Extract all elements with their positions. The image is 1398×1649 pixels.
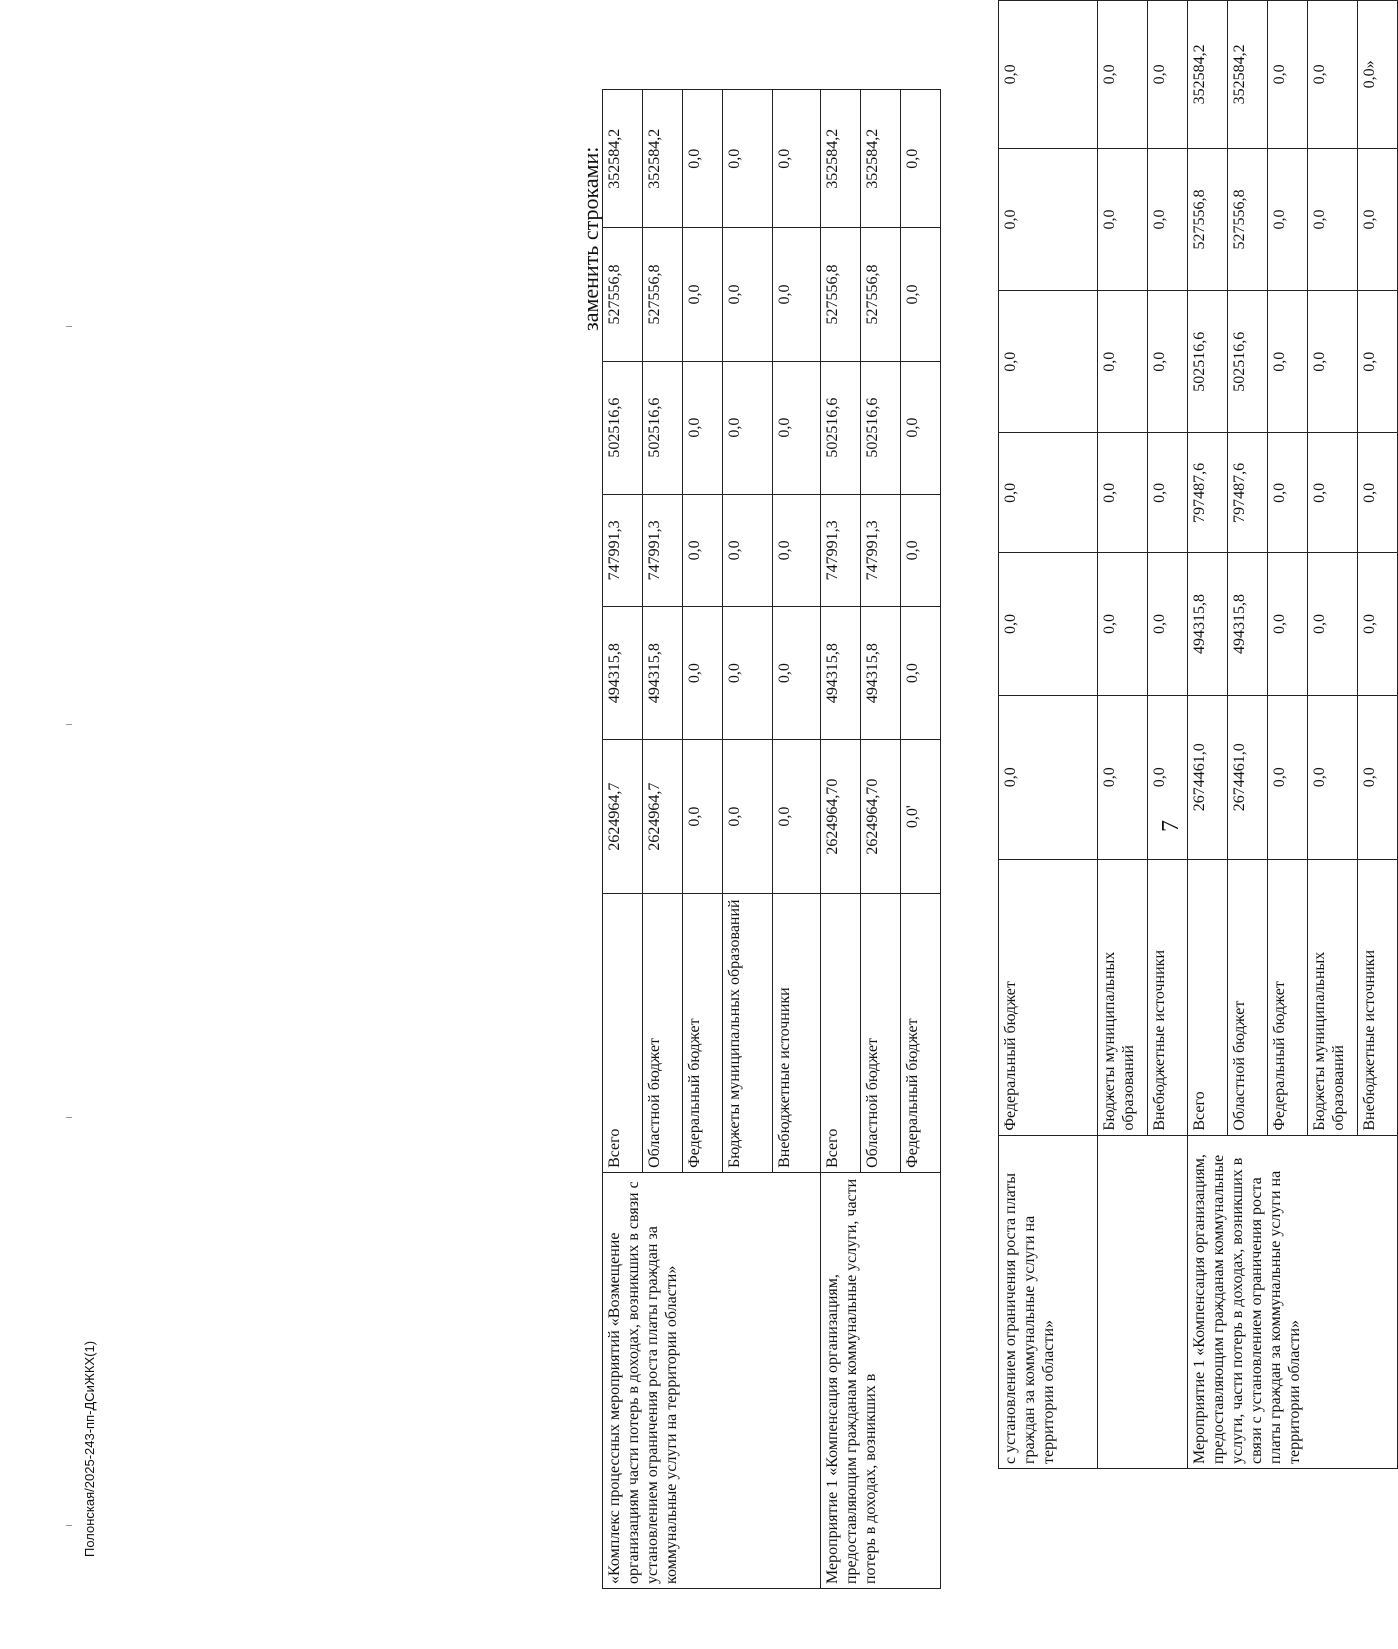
value-cell: 747991,3: [861, 494, 901, 606]
value-cell: 352584,2: [643, 90, 683, 228]
value-cell: 0,0: [1148, 553, 1188, 695]
value-cell: 494315,8: [643, 607, 683, 740]
funding-source-cell: Федеральный бюджет: [901, 894, 941, 1173]
value-cell: 0,0: [1268, 148, 1308, 290]
value-cell: 0,0: [1268, 433, 1308, 553]
value-cell: 0,0: [1148, 1, 1188, 149]
funding-source-cell: Областной бюджет: [1228, 860, 1268, 1136]
value-cell: 0,0: [999, 695, 1098, 859]
value-cell: 0,0: [773, 740, 821, 894]
value-cell: 0,0: [1098, 433, 1148, 553]
value-cell: 0,0: [723, 494, 773, 606]
replace-with-rows-text: заменить строками:: [578, 146, 603, 331]
value-cell: 2624964,7: [643, 740, 683, 894]
value-cell: 0,0: [1308, 1, 1358, 149]
value-cell: 0,0: [999, 1, 1098, 149]
value-cell: 0,0: [1358, 553, 1398, 695]
value-cell: 2674461,0: [1188, 695, 1228, 859]
value-cell: 352584,2: [821, 90, 861, 228]
funding-source-cell: Всего: [821, 894, 861, 1173]
value-cell: 0,0: [1098, 1, 1148, 149]
value-cell: 0,0: [683, 361, 723, 494]
value-cell: 2674461,0: [1228, 695, 1268, 859]
value-cell: 0,0: [1358, 433, 1398, 553]
funding-source-cell: Областной бюджет: [643, 894, 683, 1173]
value-cell: 527556,8: [603, 228, 643, 361]
value-cell: 502516,6: [1228, 291, 1268, 433]
funding-source-cell: Областной бюджет: [861, 894, 901, 1173]
value-cell: 0,0: [1358, 148, 1398, 290]
value-cell: 352584,2: [603, 90, 643, 228]
value-cell: 502516,6: [643, 361, 683, 494]
funding-source-cell: Бюджеты муниципальных образований: [723, 894, 773, 1173]
value-cell: 527556,8: [821, 228, 861, 361]
value-cell: 0,0: [683, 494, 723, 606]
table-row: [999, 1, 1098, 1469]
scan-speck: [66, 1525, 72, 1526]
scan-speck: [66, 724, 72, 725]
value-cell: 0,0: [901, 607, 941, 740]
value-cell: 0,0: [901, 228, 941, 361]
table-row: [1098, 1, 1148, 1469]
value-cell: 494315,8: [1228, 553, 1268, 695]
value-cell: 0,0': [901, 740, 941, 894]
value-cell: 0,0: [1308, 433, 1358, 553]
table-row: [1148, 1, 1188, 1469]
value-cell: 0,0: [1268, 695, 1308, 859]
value-cell: 0,0: [999, 553, 1098, 695]
page-number: 7: [1158, 820, 1184, 832]
value-cell: 0,0: [999, 148, 1098, 290]
value-cell: 0,0: [1098, 553, 1148, 695]
value-cell: 494315,8: [861, 607, 901, 740]
row-label-cell: с установлением ограничения роста платы граждан за коммунальные услуги на территории области»: [999, 1135, 1098, 1468]
value-cell: 0,0: [1268, 1, 1308, 149]
value-cell: 352584,2: [1228, 1, 1268, 149]
value-cell: 2624964,70: [861, 740, 901, 894]
original-funding-table: [998, 0, 1398, 1469]
value-cell: 0,0: [1308, 291, 1358, 433]
value-cell: 0,0: [901, 494, 941, 606]
value-cell: 0,0: [999, 291, 1098, 433]
funding-source-cell: Бюджеты муниципальных образований: [1308, 860, 1358, 1136]
value-cell: 527556,8: [643, 228, 683, 361]
row-label-cell: [1098, 1135, 1148, 1468]
value-cell: 0,0: [1148, 291, 1188, 433]
value-cell: 0,0: [683, 228, 723, 361]
value-cell: 502516,6: [861, 361, 901, 494]
value-cell: 797487,6: [1228, 433, 1268, 553]
value-cell: 0,0: [901, 361, 941, 494]
value-cell: 0,0: [683, 90, 723, 228]
funding-source-cell: Бюджеты муниципальных образований: [1098, 860, 1148, 1136]
funding-source-cell: Внебюджетные источники: [773, 894, 821, 1173]
value-cell: 0,0: [683, 607, 723, 740]
funding-source-cell: Федеральный бюджет: [683, 894, 723, 1173]
value-cell: 502516,6: [821, 361, 861, 494]
value-cell: 494315,8: [1188, 553, 1228, 695]
funding-source-cell: Всего: [1188, 860, 1228, 1136]
value-cell: 502516,6: [1188, 291, 1228, 433]
table-row: [821, 90, 861, 1589]
value-cell: 0,0: [1098, 695, 1148, 859]
value-cell: 0,0: [1148, 148, 1188, 290]
value-cell: 527556,8: [1228, 148, 1268, 290]
value-cell: 502516,6: [603, 361, 643, 494]
value-cell: 0,0: [773, 361, 821, 494]
value-cell: 0,0: [901, 90, 941, 228]
value-cell: 0,0: [1148, 433, 1188, 553]
row-label-cell: [1148, 1135, 1188, 1468]
value-cell: 0,0: [773, 90, 821, 228]
value-cell: 0,0: [1358, 695, 1398, 859]
value-cell: 0,0»: [1358, 1, 1398, 149]
value-cell: 352584,2: [861, 90, 901, 228]
value-cell: 352584,2: [1188, 1, 1228, 149]
value-cell: 0,0: [1358, 291, 1398, 433]
value-cell: 0,0: [723, 90, 773, 228]
value-cell: 0,0: [723, 740, 773, 894]
value-cell: 797487,6: [1188, 433, 1228, 553]
value-cell: 0,0: [1268, 553, 1308, 695]
value-cell: 494315,8: [603, 607, 643, 740]
value-cell: 0,0: [1308, 148, 1358, 290]
value-cell: 527556,8: [1188, 148, 1228, 290]
value-cell: 2624964,7: [603, 740, 643, 894]
value-cell: 0,0: [773, 607, 821, 740]
value-cell: 0,0: [1308, 695, 1358, 859]
scan-speck: [66, 326, 72, 327]
value-cell: 0,0: [1098, 291, 1148, 433]
value-cell: 0,0: [1098, 148, 1148, 290]
row-label-cell: Мероприятие 1 «Компенсация организациям, предоставляющим гражданам коммунальные услуги, части потерь в доходах, возникших в связи с установлением ограничения роста платы граждан за коммунальные услуги на территории области»: [1188, 1135, 1398, 1468]
row-label-cell: Мероприятие 1 «Компенсация организациям, предоставляющим гражданам коммунальные услуги, части потерь в доходах, возникших в: [821, 1172, 941, 1588]
value-cell: 0,0: [773, 228, 821, 361]
scan-speck: [66, 1117, 72, 1118]
value-cell: 0,0: [723, 361, 773, 494]
value-cell: 0,0: [1268, 291, 1308, 433]
table-row: [1188, 1, 1228, 1469]
value-cell: 747991,3: [603, 494, 643, 606]
value-cell: 2624964,70: [821, 740, 861, 894]
funding-source-cell: Федеральный бюджет: [1268, 860, 1308, 1136]
table-row: [603, 90, 643, 1589]
funding-source-cell: Всего: [603, 894, 643, 1173]
value-cell: 0,0: [723, 228, 773, 361]
replacement-funding-table: [602, 89, 941, 1589]
value-cell: 0,0: [1308, 553, 1358, 695]
footer-document-code: Полонская/2025-243-пп-ДСиЖКХ(1): [82, 1340, 97, 1557]
value-cell: 0,0: [1148, 695, 1188, 859]
row-label-cell: «Комплекс процессных мероприятий «Возмещение организациям части потерь в доходах, возникших в связи с установлением ограничения роста платы граждан за коммунальные услуги на территории области»: [603, 1172, 821, 1588]
value-cell: 494315,8: [821, 607, 861, 740]
funding-source-cell: Федеральный бюджет: [999, 860, 1098, 1136]
value-cell: 747991,3: [643, 494, 683, 606]
value-cell: 0,0: [999, 433, 1098, 553]
funding-source-cell: Внебюджетные источники: [1148, 860, 1188, 1136]
value-cell: 0,0: [773, 494, 821, 606]
value-cell: 527556,8: [861, 228, 901, 361]
value-cell: 0,0: [723, 607, 773, 740]
funding-source-cell: Внебюджетные источники: [1358, 860, 1398, 1136]
value-cell: 747991,3: [821, 494, 861, 606]
value-cell: 0,0: [683, 740, 723, 894]
